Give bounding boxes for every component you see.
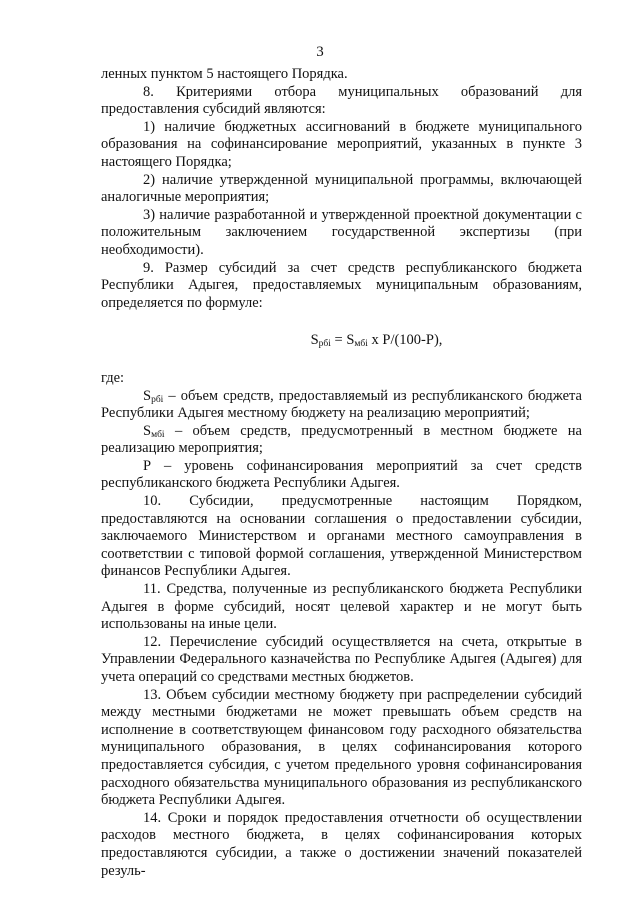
definition-srb-text: – объем средств, предоставляемый из республиканского бюджета Республики Адыгея местному бюджету на реализацию мероприятий; <box>101 387 582 422</box>
definition-smb <box>101 423 582 458</box>
paragraph-12: 12. Перечисление субсидий осуществляется на счета, открытые в Управлении Федерального казначейства по Республике Адыгея (Адыгея) для учета операций со средствами местных бюджетов. <box>101 633 582 685</box>
paragraph-14: 14. Сроки и порядок предоставления отчетности об осуществлении расходов местного бюджета, в целях софинансирования которых предоставляются субсидии, а также о достижении значений показателей резуль- <box>101 809 582 879</box>
paragraph-continuation: ленных пунктом 5 настоящего Порядка. <box>101 66 348 82</box>
formula-left-symbol: S <box>310 332 319 349</box>
definition-p: Р – уровень софинансирования мероприятий за счет средств республиканского бюджета Республики Адыгея. <box>101 457 582 492</box>
paragraph-10: 10. Субсидии, предусмотренные настоящим Порядком, предоставляются на основании соглашения о предоставлении субсидии, заключаемого Министерством и органами местного самоуправления в соответствии с типовой формой соглашения, утвержденной Министерством финансов Республики Адыгея. <box>101 493 582 580</box>
paragraph-8-item-3: 3) наличие разработанной и утвержденной проектной документации с положительным заключением государственной экспертизы (при необходимости). <box>101 206 582 258</box>
page-number: 3 <box>316 44 324 60</box>
formula-left-subscript: рбi <box>318 339 331 350</box>
paragraph-8-item-2: 2) наличие утвержденной муниципальной программы, включающей аналогичные мероприятия; <box>101 171 582 206</box>
paragraph-13: 13. Объем субсидии местному бюджету при распределении субсидий между местными бюджетами не может превышать объем средств на исполнение в соответствующем финансовом году расходного обязательства муниципального образования, в целях софинансирования которого предоставляется субсидия, с учетом предельного уровня софинансирования расходного обязательства муниципального образования из республиканского бюджета Республики Адыгея. <box>101 686 582 809</box>
definition-srb <box>101 388 582 423</box>
paragraph-8-item-1: 1) наличие бюджетных ассигнований в бюджете муниципального образования на софинансирование мероприятий, указанных в пункте 3 настоящего Порядка; <box>101 118 582 170</box>
definition-smb-subscript: мбi <box>151 429 165 440</box>
formula-rest: x P/(100-P), <box>367 332 443 349</box>
definition-srb-subscript: рбi <box>151 394 164 405</box>
paragraph-11: 11. Средства, полученные из республиканского бюджета Республики Адыгея в форме субсидий, носят целевой характер и не могут быть использованы на иные цели. <box>101 581 582 633</box>
formula-equals: = S <box>330 332 355 349</box>
paragraph-8: 8. Критериями отбора муниципальных образований для предоставления субсидий являются: <box>101 83 582 118</box>
document-body <box>101 66 582 880</box>
formula <box>101 332 582 350</box>
definition-smb-text: – объем средств, предусмотренный в местном бюджете на реализацию мероприятия; <box>101 422 582 457</box>
definition-srb-symbol: S <box>143 387 152 404</box>
paragraph-9: 9. Размер субсидий за счет средств республиканского бюджета Республики Адыгея, предоставляемых муниципальным образованиям, определяется по формуле: <box>101 259 582 311</box>
formula-right-subscript: мбi <box>354 339 368 350</box>
where-label: где: <box>101 369 125 386</box>
definition-smb-symbol: S <box>143 422 152 439</box>
